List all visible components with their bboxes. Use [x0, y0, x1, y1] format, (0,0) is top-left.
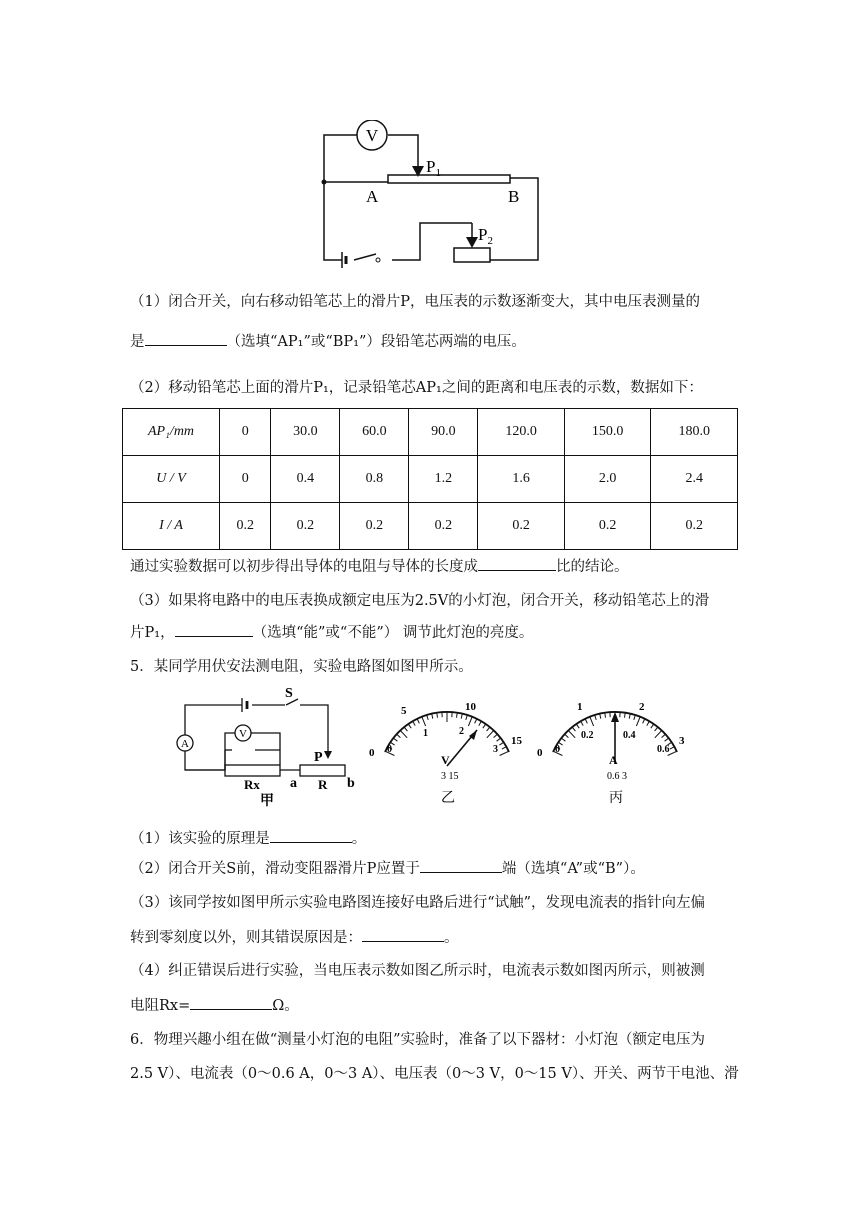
conclusion-line: 通过实验数据可以初步得出导体的电阻与导体的长度成 比的结论。	[130, 556, 629, 577]
dial-tick	[483, 724, 486, 728]
r-label: R	[318, 777, 328, 792]
dial-tick	[499, 742, 503, 745]
p5-q3-line2: 转到零刻度以外，则其错误原因是： 。	[130, 927, 459, 948]
dial-tick	[585, 719, 587, 724]
b-end: b	[347, 776, 355, 791]
problem5-title: 5．某同学用伏安法测电阻，实验电路图如图甲所示。	[130, 659, 473, 675]
table-cell: 2.0	[564, 456, 651, 503]
svg-text:3: 3	[493, 744, 498, 755]
table-cell: 90.0	[409, 409, 478, 456]
svg-text:0.2: 0.2	[581, 730, 594, 741]
table-cell: 0.2	[340, 503, 409, 550]
dial-tick	[665, 738, 669, 741]
dial-tick	[647, 721, 650, 725]
table-row	[123, 503, 738, 550]
dial-tick	[590, 717, 594, 726]
dial-tick	[413, 721, 416, 725]
svg-text:0: 0	[387, 744, 392, 755]
voltmeter-label: V	[365, 126, 379, 145]
p2-label: $P_2$	[478, 225, 493, 247]
dial-tick	[457, 713, 458, 718]
dial-tick	[572, 727, 575, 731]
svg-text:15: 15	[511, 735, 522, 747]
svg-text:0: 0	[555, 744, 560, 755]
voltmeter-dial	[369, 701, 523, 806]
q1-line2: 是 （选填“AP₁”或“BP₁”）段铅笔芯两端的电压。	[130, 331, 526, 352]
dial-tick	[662, 734, 666, 737]
switch-s: S	[285, 686, 293, 701]
dial-tick	[502, 747, 506, 749]
data-table	[122, 408, 738, 550]
p-label: P	[314, 750, 323, 765]
dial-tick	[422, 717, 426, 726]
table-cell: 150.0	[564, 409, 651, 456]
answer-blank[interactable]	[175, 622, 253, 637]
dial-tick	[600, 714, 601, 719]
q3-line1: （3）如果将电路中的电压表换成额定电压为2.5V的小灯泡，闭合开关，移动铅笔芯上的滑	[130, 593, 710, 609]
answer-blank[interactable]	[270, 828, 352, 843]
dial-tick	[605, 713, 606, 718]
pencil-lead-circuit-diagram	[300, 120, 560, 280]
dial-tick	[393, 738, 397, 741]
dial-tick	[561, 738, 565, 741]
dial-tick	[461, 714, 462, 719]
svg-text:0: 0	[369, 747, 375, 759]
dial-tick	[651, 724, 654, 728]
p6-line2: 2.5 V）、电流表（0～0.6 A，0～3 A）、电压表（0～3 V，0～15 V）、开关、两节干电池、滑	[130, 1066, 739, 1082]
svg-text:0.6 3: 0.6 3	[607, 771, 627, 782]
row-label: AP₁/mm	[123, 409, 220, 456]
svg-text:3: 3	[679, 735, 685, 747]
dial-tick	[494, 734, 498, 737]
table-cell: 0	[220, 456, 271, 503]
answer-blank[interactable]	[478, 556, 556, 571]
end-b-label: B	[508, 187, 520, 206]
a-end: a	[290, 776, 297, 791]
p5-q4-line1: （4）纠正错误后进行实验，当电压表示数如图乙所示时，电流表示数如图丙所示，则被测	[130, 963, 705, 979]
answer-blank[interactable]	[190, 995, 272, 1010]
dial-tick	[475, 719, 477, 724]
dial-tick	[487, 727, 490, 731]
table-cell: 0	[220, 409, 271, 456]
table-row	[123, 456, 738, 503]
table-cell: 1.2	[409, 456, 478, 503]
dial-tick	[468, 717, 472, 726]
table-cell: 30.0	[271, 409, 340, 456]
dial-tick	[427, 715, 429, 720]
dial-tick	[670, 747, 674, 749]
fig-jia: 甲	[260, 794, 274, 809]
dial-tick	[636, 717, 640, 726]
answer-blank[interactable]	[420, 858, 502, 873]
svg-text:A: A	[609, 753, 618, 767]
dial-tick	[417, 719, 419, 724]
table-cell: 0.8	[340, 456, 409, 503]
svg-text:10: 10	[465, 701, 476, 713]
dial-tick	[487, 731, 494, 738]
dial-tick	[397, 734, 401, 737]
ammeter-dial	[537, 701, 685, 806]
row-label: I / A	[123, 503, 220, 550]
dial-tick	[400, 731, 407, 738]
svg-text:1: 1	[577, 701, 583, 713]
dial-tick	[655, 727, 658, 731]
p6-line1: 6．物理兴趣小组在做“测量小灯泡的电阻”实验时，准备了以下器材：小灯泡（额定电压为	[130, 1032, 706, 1048]
ammeter-symbol: A	[181, 738, 189, 750]
dial-tick	[479, 721, 482, 725]
dial-tick	[629, 714, 630, 719]
row-label: U / V	[123, 456, 220, 503]
fig-bing: 丙	[609, 791, 623, 806]
table-cell: 180.0	[651, 409, 738, 456]
svg-text:0.6: 0.6	[657, 744, 670, 755]
svg-text:2: 2	[459, 726, 464, 737]
dial-tick	[634, 715, 636, 720]
dial-tick	[625, 713, 626, 718]
answer-blank[interactable]	[145, 331, 227, 346]
p5-q3-line1: （3）该同学按如图甲所示实验电路图连接好电路后进行“试触”，发现电流表的指针向左偏	[130, 895, 706, 911]
dial-tick	[497, 738, 501, 741]
table-row	[123, 409, 738, 456]
problem5-figures	[170, 685, 690, 815]
dial-tick	[500, 751, 509, 755]
dial-tick	[581, 721, 584, 725]
table-cell: 0.2	[271, 503, 340, 550]
table-cell: 0.2	[409, 503, 478, 550]
svg-text:1: 1	[423, 728, 428, 739]
rx-label: Rx	[244, 777, 260, 792]
dial-tick	[565, 734, 569, 737]
table-cell: 120.0	[478, 409, 565, 456]
table-cell: 0.2	[478, 503, 565, 550]
q2-line: （2）移动铅笔芯上面的滑片P₁，记录铅笔芯AP₁之间的距离和电压表的示数，数据如下：	[130, 380, 703, 396]
dial-tick	[466, 715, 468, 720]
p5-q1: （1）该实验的原理是 。	[130, 828, 366, 849]
table-cell: 0.2	[564, 503, 651, 550]
dial-tick	[643, 719, 645, 724]
table-cell: 0.2	[651, 503, 738, 550]
table-cell: 1.6	[478, 456, 565, 503]
end-a-label: A	[366, 187, 379, 206]
q3-line2: 片P₁， （选填“能”或“不能”） 调节此灯泡的亮度。	[130, 622, 533, 643]
svg-text:V: V	[441, 753, 450, 767]
svg-text:5: 5	[401, 705, 407, 717]
table-cell: 2.4	[651, 456, 738, 503]
dial-tick	[576, 724, 579, 728]
table-cell: 0.2	[220, 503, 271, 550]
answer-blank[interactable]	[362, 927, 444, 942]
voltmeter-symbol: V	[239, 728, 247, 740]
table-cell: 0.4	[271, 456, 340, 503]
dial-tick	[437, 713, 438, 718]
fig-yi: 乙	[441, 791, 455, 806]
dial-tick	[408, 724, 411, 728]
dial-tick	[432, 714, 433, 719]
dial-tick	[655, 731, 662, 738]
svg-text:2: 2	[639, 701, 645, 713]
q1-line1: （1）闭合开关，向右移动铅笔芯上的滑片P，电压表的示数逐渐变大，其中电压表测量的	[130, 294, 700, 310]
svg-text:0: 0	[537, 747, 543, 759]
svg-text:0.4: 0.4	[623, 730, 636, 741]
dial-tick	[404, 727, 407, 731]
p5-q2: （2）闭合开关S前，滑动变阻器滑片P应置于 端（选填“A”或“B”）。	[130, 858, 645, 879]
p1-label: $P_1$	[426, 157, 441, 179]
dial-tick	[595, 715, 597, 720]
p5-q4-line2: 电阻Rx= Ω。	[130, 995, 299, 1016]
table-cell: 60.0	[340, 409, 409, 456]
dial-tick	[568, 731, 575, 738]
svg-text:3 15: 3 15	[441, 771, 459, 782]
